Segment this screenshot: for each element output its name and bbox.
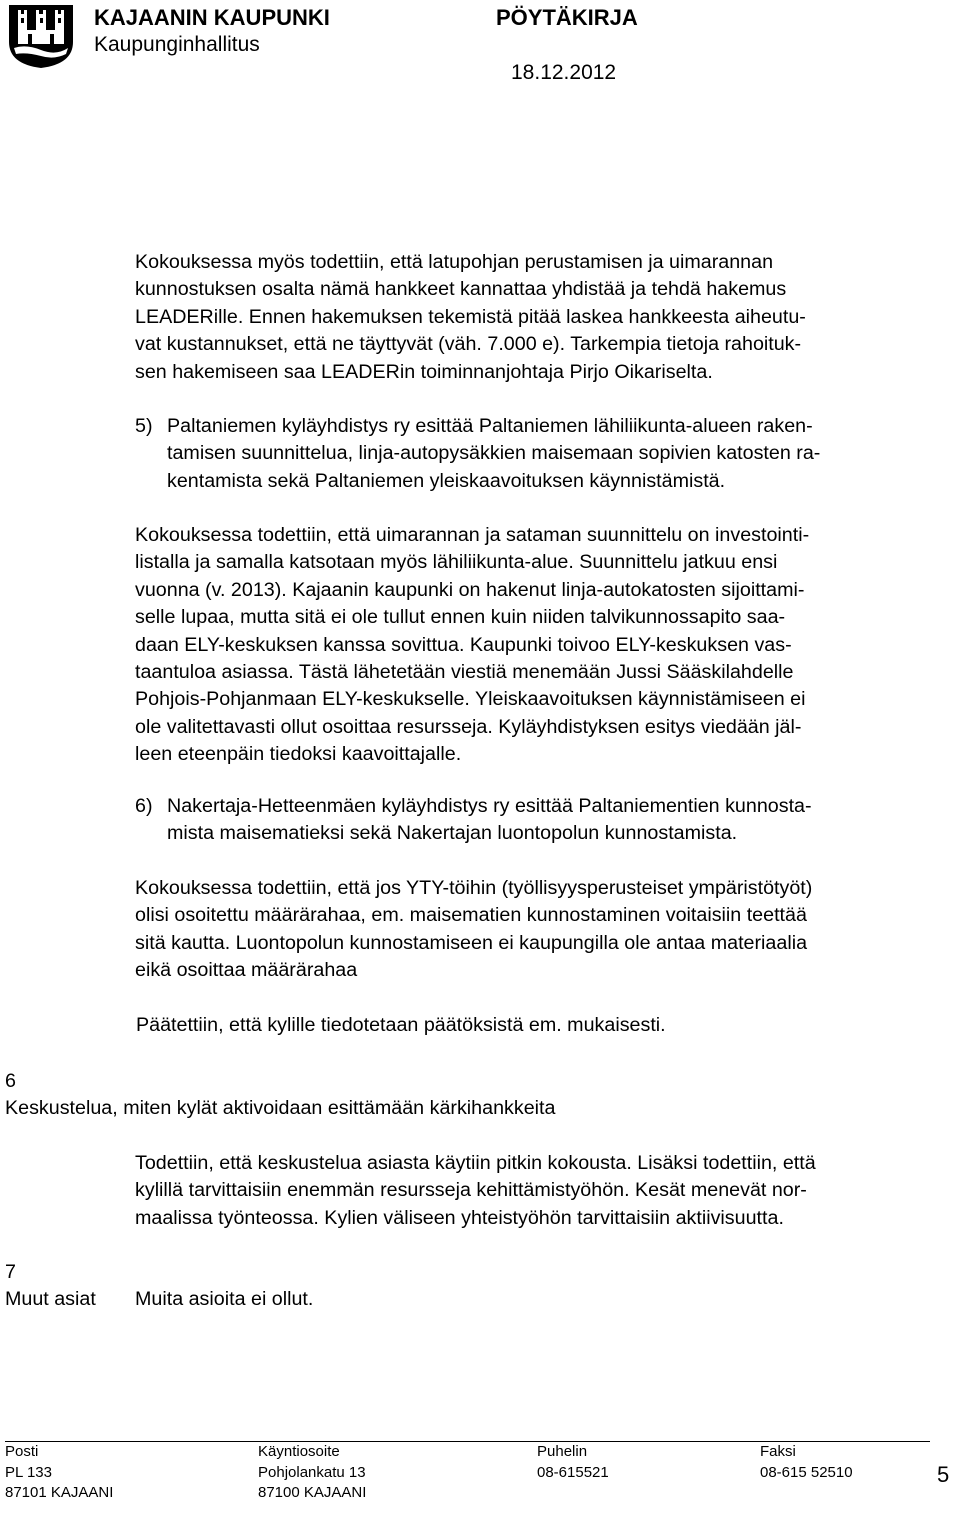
footer-value: 87100 KAJAANI [258, 1484, 367, 1502]
footer-puhelin [537, 1442, 609, 1483]
text-line: kunnostuksen osalta nämä hankkeet kannattaa yhdistää ja tehdä hakemus [135, 278, 787, 301]
section-7-title: Muut asiat [5, 1288, 96, 1310]
text-line: vuonna (v. 2013). Kajaanin kaupunki on hakenut linja-autokatosten sijoittami- [135, 578, 805, 601]
text-line: Todettiin, että keskustelua asiasta käytiin pitkin kokousta. Lisäksi todettiin, että [135, 1152, 816, 1174]
footer-value: 87101 KAJAANI [5, 1484, 114, 1502]
list-item-6 [135, 793, 957, 848]
text-line: LEADERille. Ennen hakemuksen tekemistä pitää laskea hankkeesta aiheutu- [135, 305, 806, 328]
footer-value: 08-615 52510 [760, 1463, 853, 1481]
list-marker: 6) [135, 795, 153, 817]
text-line: ole valitettavasti ollut osoittaa resursseja. Kyläyhdistyksen esitys viedään jäl- [135, 715, 802, 738]
text-line: mista maisematieksi sekä Nakertajan luontopolun kunnostamista. [167, 822, 738, 845]
text-line: maalissa työnteossa. Kylien väliseen yhteistyöhön tarvittaisiin aktiivisuutta. [135, 1206, 784, 1229]
section-7-number: 7 [5, 1261, 16, 1283]
document-date: 18.12.2012 [511, 61, 617, 84]
text-line: eikä osoittaa määrärahaa [135, 959, 358, 982]
footer-faksi [760, 1442, 853, 1483]
text-line: taantuloa asiassa. Tästä lähetetään viestiä menemään Jussi Sääskilahdelle [135, 661, 794, 684]
text-line: Kokouksessa todettiin, että uimarannan ja sataman suunnittelu on investointi- [135, 524, 810, 546]
text-line: Kokouksessa myös todettiin, että latupohjan perustamisen ja uimarannan [135, 251, 774, 273]
footer-kayntiosoite [258, 1442, 366, 1504]
text-line: kentamista sekä Paltaniemen yleiskaavoituksen käynnistämistä. [167, 469, 726, 492]
paragraph-uimaranta [135, 522, 957, 769]
text-line: selle lupaa, mutta sitä ei ole tullut ennen kuin niiden talvikunnossapito saa- [135, 606, 786, 629]
city-coat-of-arms-logo [6, 2, 76, 70]
text-line: tamisen suunnittelua, linja-autopysäkkien maisemaan sopivien katosten ra- [167, 442, 821, 465]
text-line: daan ELY-keskuksen kanssa sovittua. Kaupunki toivoo ELY-keskuksen vas- [135, 633, 792, 656]
text-line: listalla ja samalla katsotaan myös lähiliikunta-alue. Suunnittelu jatkuu ensi [135, 551, 778, 574]
text-line: Pohjois-Pohjanmaan ELY-keskukselle. Yleiskaavoituksen käynnistämiseen ei [135, 688, 806, 711]
text-line: Muita asioita ei ollut. [135, 1288, 314, 1310]
document-type: PÖYTÄKIRJA [496, 5, 638, 30]
footer-posti [5, 1442, 113, 1504]
footer-value: 08-615521 [537, 1463, 609, 1481]
footer-label: Käyntiosoite [258, 1443, 340, 1460]
text-line: Kokouksessa todettiin, että jos YTY-töihin (työllisyysperusteiset ympäristötyöt) [135, 877, 813, 899]
text-line: leen eteenpäin tiedoksi kaavoittajalle. [135, 743, 462, 766]
text-line: Päätettiin, että kylille tiedotetaan päätöksistä em. mukaisesti. [136, 1014, 666, 1036]
department-name: Kaupunginhallitus [94, 33, 260, 56]
list-item-5 [135, 413, 957, 495]
footer-value: PL 133 [5, 1463, 52, 1481]
paragraph-yty-tyot [135, 875, 957, 985]
text-line: sitä kautta. Luontopolun kunnostamiseen ei kaupungilla ole antaa materiaalia [135, 931, 808, 954]
organization-name: KAJAANIN KAUPUNKI [94, 5, 330, 30]
section-7-body [135, 1286, 957, 1313]
decision-text [136, 1012, 958, 1039]
section-6-title: Keskustelua, miten kylät aktivoidaan esittämään kärkihankkeita [5, 1097, 556, 1119]
footer-value: Pohjolankatu 13 [258, 1463, 366, 1481]
section-6-number: 6 [5, 1070, 16, 1092]
page-number: 5 [937, 1462, 950, 1487]
section-6-body [135, 1150, 957, 1232]
footer-label: Faksi [760, 1443, 796, 1460]
text-line: Nakertaja-Hetteenmäen kyläyhdistys ry esittää Paltaniementien kunnosta- [167, 795, 812, 817]
paragraph-latupohja [135, 249, 957, 386]
list-marker: 5) [135, 415, 153, 437]
text-line: sen hakemiseen saa LEADERin toiminnanjohtaja Pirjo Oikariselta. [135, 360, 713, 383]
text-line: Paltaniemen kyläyhdistys ry esittää Paltaniemen lähiliikunta-alueen raken- [167, 415, 813, 437]
text-line: kylillä tarvittaisiin enemmän resursseja kehittämistyöhön. Kesät menevät nor- [135, 1179, 807, 1202]
text-line: olisi osoitettu määrärahaa, em. maisematien kunnostaminen voitaisiin teettää [135, 904, 807, 927]
footer-label: Puhelin [537, 1443, 588, 1460]
footer-label: Posti [5, 1443, 39, 1460]
text-line: vat kustannukset, että ne täyttyvät (väh. 7.000 e). Tarkempia tietoja rahoituk- [135, 333, 802, 356]
